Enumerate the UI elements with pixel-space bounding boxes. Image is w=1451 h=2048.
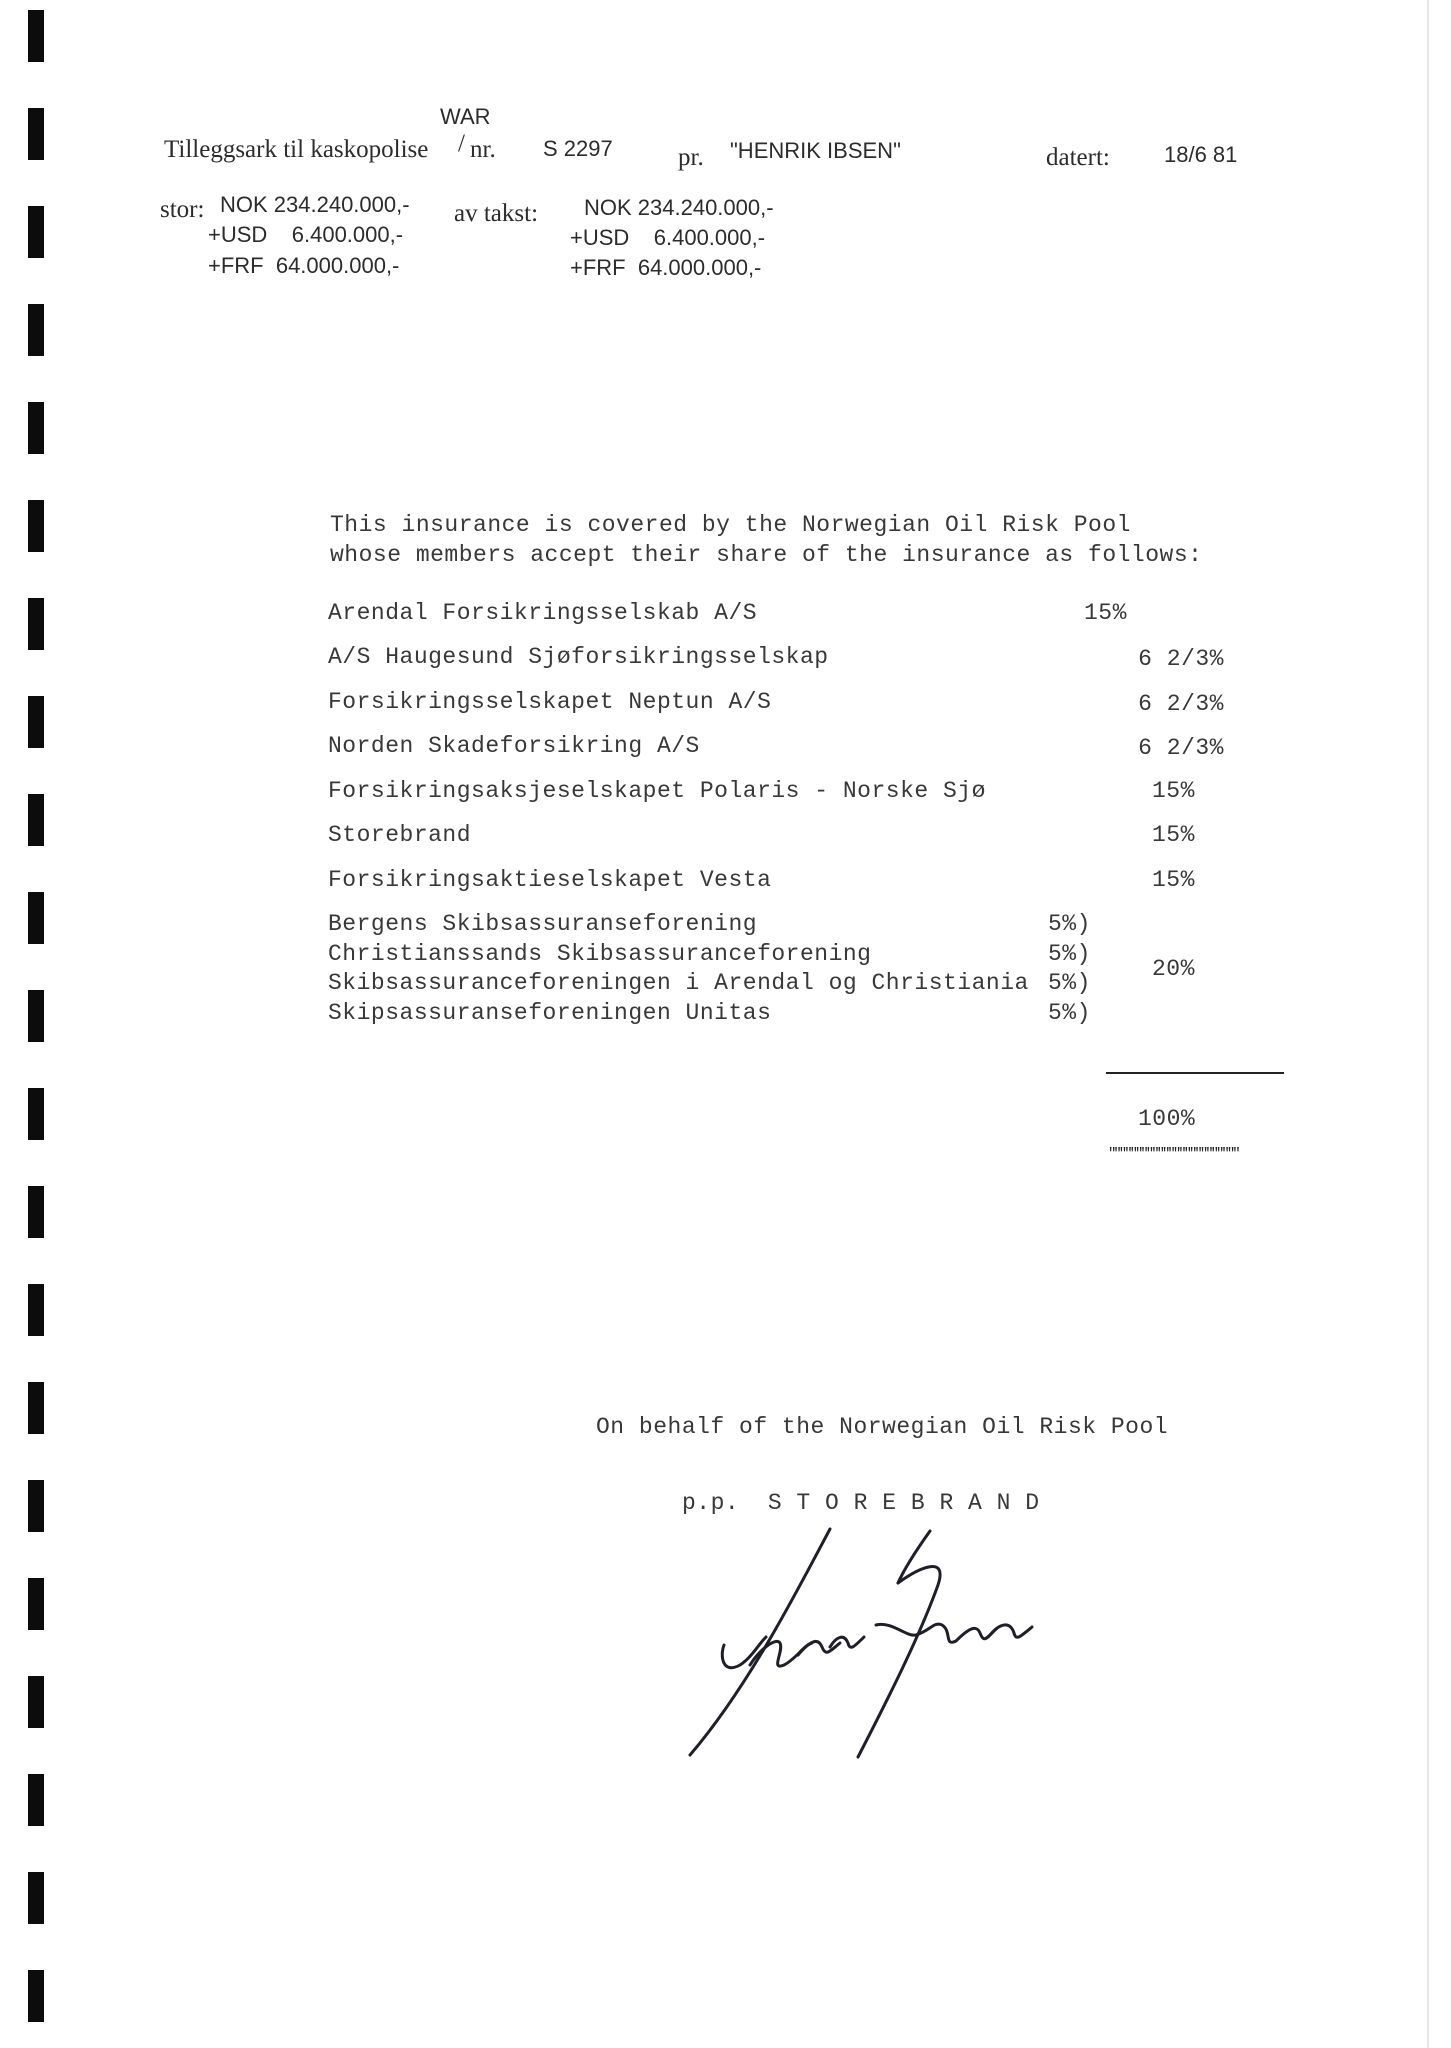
association-name: Christianssands Skibsassuranceforening: [328, 941, 872, 967]
binding-mark: [28, 892, 44, 944]
member-name: Arendal Forsikringsselskab A/S: [328, 600, 758, 626]
vessel-name: "HENRIK IBSEN": [730, 138, 901, 163]
binding-mark: [28, 1480, 44, 1532]
association-share: 5%): [1048, 941, 1091, 967]
total-double-underline: """""""""""""""""""""""": [1108, 1146, 1238, 1162]
stor-label: stor:: [160, 196, 205, 223]
binding-mark: [28, 1578, 44, 1630]
pp-storebrand: p.p. S T O R E B R A N D: [682, 1490, 1040, 1516]
member-share: 6 2/3%: [1138, 691, 1224, 717]
association-name: Skibsassuranceforeningen i Arendal og Christiania: [328, 970, 1029, 996]
binding-mark: [28, 1970, 44, 2022]
binding-mark: [28, 304, 44, 356]
member-name: Forsikringsselskapet Neptun A/S: [328, 689, 772, 715]
valuation-right-nok: NOK 234.240.000,-: [584, 195, 774, 220]
war-label: WAR: [440, 104, 491, 129]
association-share: 5%): [1048, 970, 1091, 996]
sum-insured-left-frf: +FRF 64.000.000,-: [208, 253, 400, 278]
binding-mark: [28, 500, 44, 552]
page-edge-line: [1427, 0, 1429, 2048]
association-share: 5%): [1048, 911, 1091, 937]
binding-mark: [28, 206, 44, 258]
policy-number: S 2297: [543, 136, 613, 161]
member-share: 15%: [1152, 867, 1195, 893]
sum-insured-left-nok: NOK 234.240.000,-: [220, 192, 410, 217]
association-name: Bergens Skibsassuranseforening: [328, 911, 758, 937]
takst-label: av takst:: [454, 200, 539, 227]
binding-mark: [28, 1872, 44, 1924]
on-behalf-line: On behalf of the Norwegian Oil Risk Pool: [596, 1414, 1169, 1440]
binding-mark: [28, 990, 44, 1042]
binding-mark: [28, 598, 44, 650]
intro-line-1: This insurance is covered by the Norwegian Oil Risk Pool: [330, 512, 1131, 538]
valuation-right-frf: +FRF 64.000.000,-: [570, 255, 762, 280]
member-share: 15%: [1152, 822, 1195, 848]
member-share: 6 2/3%: [1138, 735, 1224, 761]
binding-mark: [28, 696, 44, 748]
member-name: Norden Skadeforsikring A/S: [328, 733, 700, 759]
member-name: A/S Haugesund Sjøforsikringsselskap: [328, 644, 829, 670]
title-nr: nr.: [470, 136, 496, 163]
valuation-right-usd: +USD 6.400.000,-: [570, 225, 766, 250]
binding-mark: [28, 1088, 44, 1140]
policy-date: 18/6 81: [1164, 142, 1238, 167]
member-share: 15%: [1084, 600, 1127, 626]
binding-mark: [28, 794, 44, 846]
intro-line-2: whose members accept their share of the insurance as follows:: [330, 542, 1203, 568]
binding-mark: [28, 1774, 44, 1826]
member-share: 15%: [1152, 778, 1195, 804]
sum-insured-left-usd: +USD 6.400.000,-: [208, 222, 404, 247]
total-percent: 100%: [1138, 1106, 1196, 1132]
binding-mark: [28, 10, 44, 62]
member-name: Forsikringsaksjeselskapet Polaris - Norske Sjø: [328, 778, 986, 804]
pr-label: pr.: [678, 144, 704, 171]
association-group-total: 20%: [1152, 956, 1195, 982]
association-name: Skipsassuranseforeningen Unitas: [328, 1000, 772, 1026]
dated-label: datert:: [1046, 144, 1110, 171]
member-share: 6 2/3%: [1138, 646, 1224, 672]
member-name: Storebrand: [328, 822, 472, 848]
member-name: Forsikringsaktieselskapet Vesta: [328, 867, 772, 893]
binding-mark: [28, 1284, 44, 1336]
binding-mark: [28, 1382, 44, 1434]
binding-mark: [28, 1676, 44, 1728]
title-slash: /: [458, 130, 465, 157]
binding-mark: [28, 402, 44, 454]
binding-mark: [28, 108, 44, 160]
handwritten-signature: [680, 1525, 1040, 1765]
binding-mark: [28, 1186, 44, 1238]
total-rule: [1106, 1072, 1284, 1074]
title-prefix: Tilleggsark til kaskopolise: [164, 136, 429, 163]
association-share: 5%): [1048, 1000, 1091, 1026]
